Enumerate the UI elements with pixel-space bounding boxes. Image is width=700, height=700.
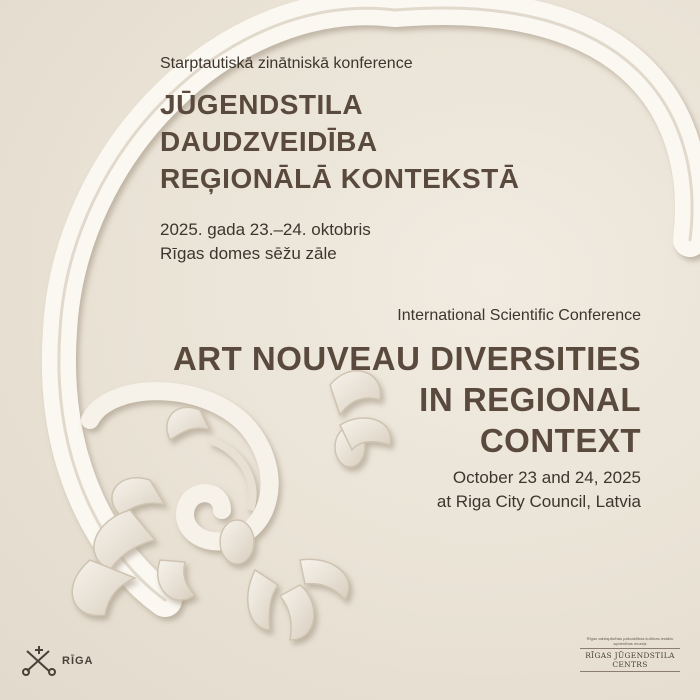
english-title-line: ART NOUVEAU DIVERSITIES — [172, 340, 641, 377]
latvian-subtitle: Starptautiskā zinātniskā konference — [160, 55, 413, 72]
latvian-title-line: JŪGENDSTILA — [160, 89, 364, 120]
english-date-venue — [437, 466, 641, 514]
english-title — [173, 338, 641, 461]
english-venue: at Riga City Council, Latvia — [436, 492, 641, 511]
english-subtitle: International Scientific Conference — [397, 307, 641, 324]
riga-logo-text: RĪGA — [62, 655, 94, 667]
latvian-date: 2025. gada 23.–24. oktobris — [160, 220, 371, 239]
english-date: October 23 and 24, 2025 — [452, 468, 641, 487]
centre-logo-name: RĪGAS JŪGENDSTILA CENTRS — [580, 648, 680, 672]
latvian-venue: Rīgas domes sēžu zāle — [160, 244, 337, 263]
english-title-line: CONTEXT — [479, 422, 641, 459]
latvian-title — [160, 86, 520, 197]
crossed-keys-icon — [22, 646, 56, 676]
art-nouveau-centre-logo — [580, 636, 680, 672]
centre-logo-caption: Rīgas valstspilsētas pašvaldības kultūras iestāžu apvienības muzejs — [586, 636, 674, 646]
english-title-line: IN REGIONAL — [419, 381, 641, 418]
latvian-title-line: REĢIONĀLĀ KONTEKSTĀ — [160, 163, 520, 194]
riga-city-logo — [22, 646, 94, 676]
latvian-date-venue — [160, 218, 371, 266]
latvian-title-line: DAUDZVEIDĪBA — [160, 126, 378, 157]
